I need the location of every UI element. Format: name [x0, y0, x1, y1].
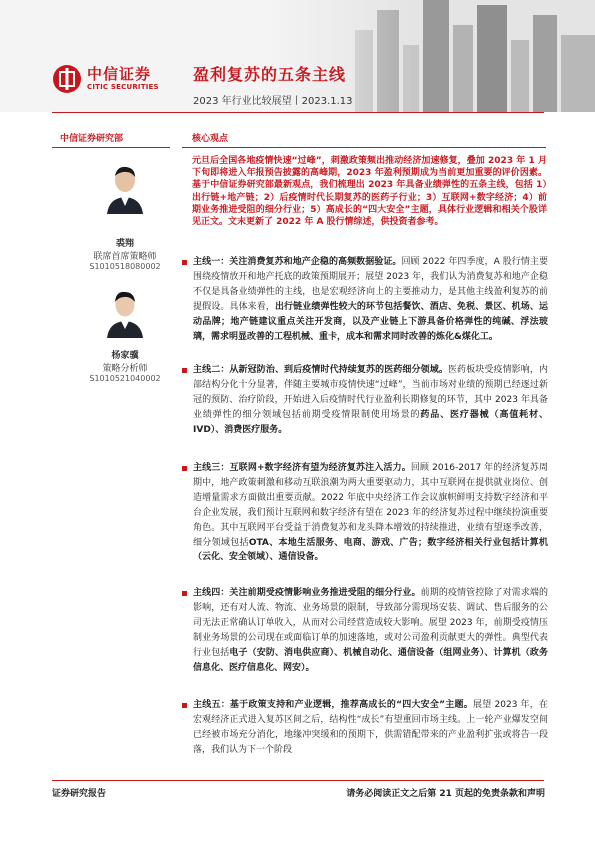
analyst-photo-1: [101, 160, 149, 214]
footer-report-type: 证券研究报告: [52, 789, 107, 799]
logo-chinese-text: 中信证券: [87, 65, 152, 83]
main-section-divider: [182, 147, 546, 148]
theme-5-body: 展望 2023 年，在宏观经济正式进入复苏区间之后，结构性“成长”有望重回市场主线。上一轮产业爆发空间已经被市场充分消化，地缘冲突缓和的预期下，供需错配带来的产业盈利扩张或将告一段落，我们认为下一个阶段: [193, 700, 548, 755]
logo-english-text: CITIC SECURITIES: [87, 83, 159, 91]
theme-2: [182, 363, 548, 438]
research-dept-label: 中信证券研究部: [60, 134, 124, 144]
theme-3-lead: 主线三：互联网+数字经济有望为经济复苏注入活力。: [193, 463, 411, 473]
theme-2-body: 医药板块受疫情影响，内部结构分化十分显著，伴随主要城市疫情快速“过峰”，当前市场对业绩的预期已经逐过新冠的预防、治疗阶段，开始进入后疫情时代行业盈利长期修复的环节，其中 2023 年具备业绩弹性的细分领域包括前期受疫情限制使用场景的: [193, 365, 548, 420]
theme-5-lead: 主线五：基于政策支持和产业逻辑，推荐高成长的“四大安全”主题。: [193, 700, 473, 710]
theme-1-body: 回顾 2022 年四季度，A 股行情主要围绕疫情放开和地产托底的政策预期展开；展望 2023 年，我们认为消费复苏和地产企稳不仅是具备业绩弹性的主线，也是宏观经济向上的主要推动力，是其他主线盈利复苏的前提假设。具体来看，: [193, 257, 548, 312]
theme-1-lead: 主线一：关注消费复苏和地产企稳的高频数据验证。: [193, 257, 402, 267]
theme-1: [182, 255, 548, 344]
footer-disclaimer: 请务必阅读正文之后第 21 页起的免责条款和声明: [346, 789, 545, 799]
theme-3-tail: OTA、本地生活服务、电商、游戏、广告；数字经济相关行业包括计算机（云化、安全领域）、通信设备。: [193, 537, 548, 563]
report-header: [0, 0, 595, 112]
analyst-code-1: S1010518080002: [89, 262, 161, 271]
analyst-role-2: 策略分析师: [102, 364, 148, 374]
analyst-name-2: 杨家骥: [111, 351, 139, 361]
header-divider: [52, 112, 544, 113]
theme-2-lead: 主线二：从新冠防治、到后疫情时代持续复苏的医药细分领域。: [193, 365, 448, 375]
core-view-heading: 核心观点: [192, 134, 229, 144]
theme-3-body: 回顾 2016-2017 年的经济复苏周期中，地产政策刺激和移动互联浪潮为两大重要驱动力，其中互联网在提供就业岗位、创造增量需求方面做出重要贡献。2022 年底中央经济工作会议旗帜鲜明支持数字经济和平台企业发展，我们预计互联网和数字经济有望在 2023 年的经济复苏过程中继续扮演重要角色。其中互联网平台受益于消费复苏和龙头降本增效的持续推进，业绩有望逐季改善，细分领域包括: [193, 463, 548, 548]
analyst-code-2: S1010521040002: [89, 374, 161, 383]
analyst-name-1: 裘翔: [115, 239, 134, 249]
theme-4: [182, 586, 548, 675]
bullet-icon: [182, 591, 187, 596]
theme-4-body: 前期的疫情管控除了对需求端的影响，还有对人流、物流、业务场景的限制，导致部分需现场安装、调试、售后服务的公司无法正常确认订单收入，从而对公司经营造成较大影响。展望 2023 年，前期受疫情压制业务场景的公司现在或面临订单的加速落地，或对公司盈利贡献更大的弹性。典型代表行业包括: [193, 588, 548, 658]
citic-logo-icon: [52, 64, 82, 94]
report-title: 盈利复苏的五条主线: [193, 65, 347, 84]
theme-4-lead: 主线四：关注前期受疫情影响业务推进受阻的细分行业。: [193, 588, 421, 598]
summary-paragraph: 元旦后全国各地疫情快速“过峰”，刺激政策频出推动经济加速修复，叠加 2023 年 1 月下旬即将进入年报预告披露的高峰期，2023 年盈利预期成为当前更加重要的评价因素。基于中信证券研究部最新观点，我们梳理出 2023 年具备业绩弹性的五条主线，包括 1）出行链+地产链；2）后疫情时代长期复苏的医药子行业；3）互联网+数字经济；4）前期业务推进受阻的细分行业；5）高成长的“四大安全”主题，具体行业逻辑和相关个股详见正文。文末更新了 2022 年 A 股行情综述，供投资者参考。: [192, 156, 547, 228]
analyst-photo-2: [101, 284, 149, 338]
theme-2-tail: 药品、医疗器械（高值耗材、IVD）、消费医疗服务。: [193, 409, 548, 435]
report-subtitle: 2023 年行业比较展望丨2023.1.13: [193, 96, 353, 107]
analyst-role-1: 联席首席策略师: [93, 252, 157, 262]
theme-1-tail: 出行链业绩弹性较大的环节包括餐饮、酒店、免税、景区、机场、运动品牌；地产链建议重点关注开发商，以及产业链上下游具备价格弹性的纯碱、浮法玻璃，需求明显改善的工程机械、重卡，成本和需求同时改善的炼化&煤化工。: [193, 301, 548, 342]
bullet-icon: [182, 368, 187, 373]
company-logo: [52, 64, 159, 94]
theme-5: [182, 698, 548, 758]
theme-4-tail: 电子（安防、消电供应商）、机械自动化、通信设备（组网业务）、计算机（政务信息化、医疗信息化、网安）。: [193, 647, 548, 673]
footer-divider: [52, 780, 544, 781]
theme-3: [182, 461, 548, 565]
bullet-icon: [182, 703, 187, 708]
bullet-icon: [182, 260, 187, 265]
left-section-divider: [52, 147, 170, 148]
bullet-icon: [182, 466, 187, 471]
